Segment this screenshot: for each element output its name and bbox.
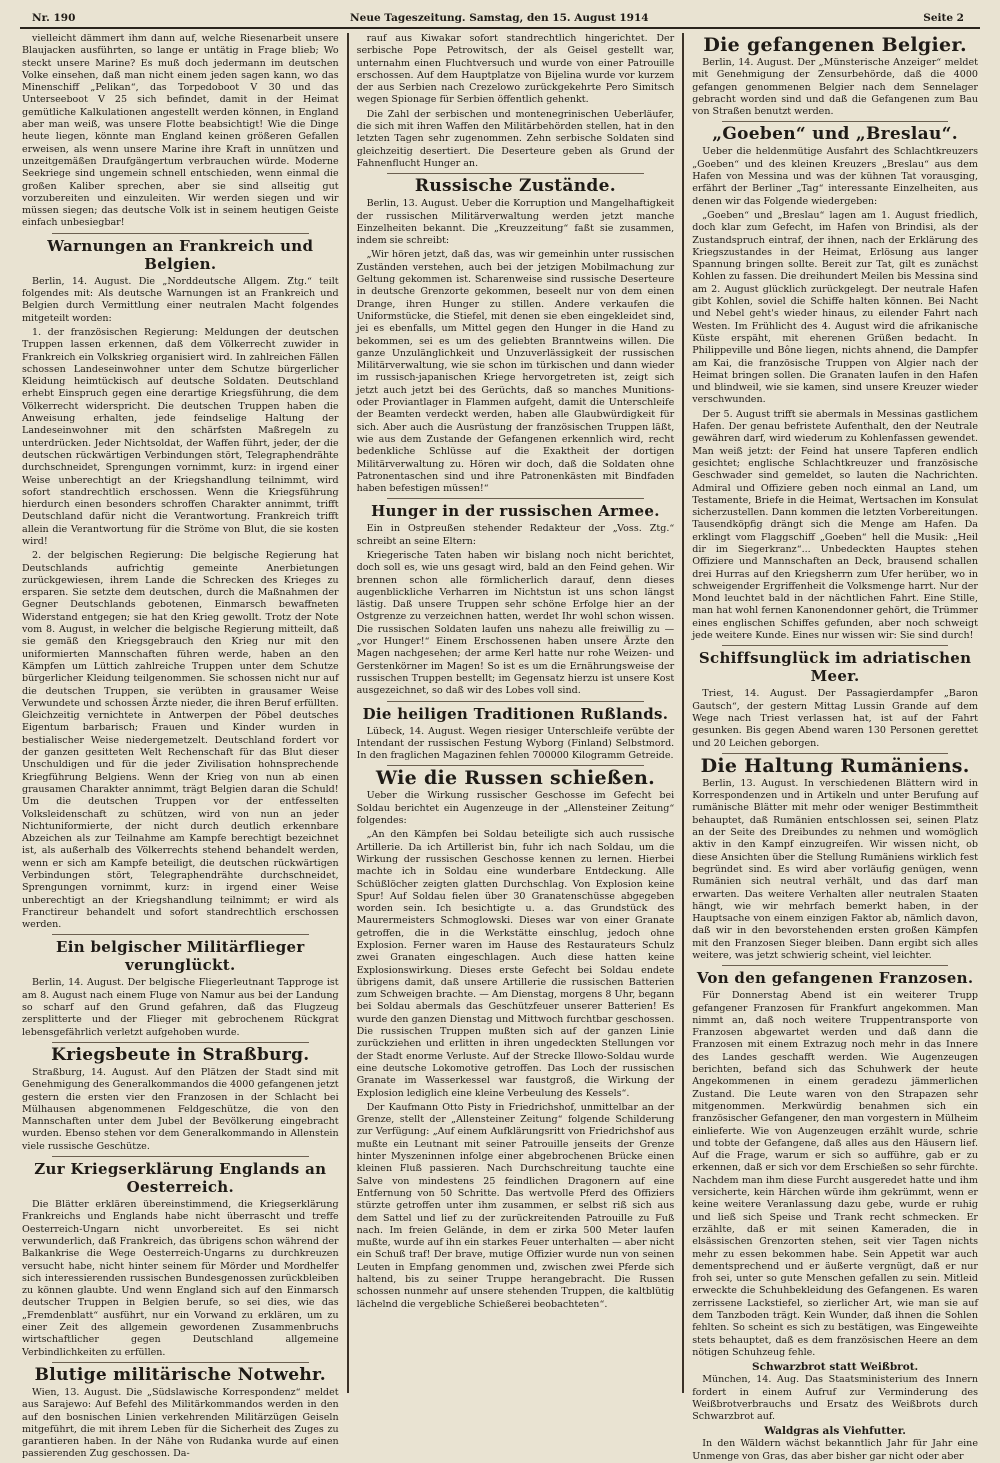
article-paragraph: Lübeck, 14. August. Wegen riesiger Unterschleife verübte der Intendant der russischen Festung Wyborg (Finland) Selbstmord. In den fraglichen Magazinen fehlen 700000 Kilogramm Getreide. — [356, 725, 675, 762]
headline: Hunger in der russischen Armee. — [371, 502, 660, 521]
article-paragraph: vielleicht dämmert ihm dann auf, welche Riesenarbeit unsere Blaujacken ausführten, so lange er untätig in Frage blieb; Wo steckt unsere Marine? Es muß doch jedermann im deutschen Volke einsehen, daß man nicht einem jeden sagen kann, wo das Minenschiff „Pelikan“, das Torpedoboot V 30 und das Unterseeboot V 25 sich befindet, damit in der Heimat gemütliche Kalkulationen angestellt werden können, in England aber man weiß, was unsere Flotte beabsichtigt! Wie die Dinge heute liegen, könnte man England keinen größeren Gefallen erweisen, als wenn unsere Marine ihre Kraft in unnützen und unzeitgemäßen Draufgängertum verbrauchen würde. Moderne Seekriege sind ungemein schnell entschieden, wenn einmal die großen Kaliber sprechen, aber sie sind allseitig gut vorzubereiten und einzuleiten. Wir werden siegen und wir müssen siegen; das deutsche Volk ist in seinem heutigen Geiste einfach unbesiegbar! — [22, 33, 339, 229]
column-2 — [349, 33, 683, 1393]
headline: Wie die Russen schießen. — [375, 767, 656, 790]
subheadline: Schwarzbrot statt Weißbrot. — [751, 1361, 919, 1374]
divider — [722, 121, 948, 122]
article-paragraph: In den Wäldern wächst bekanntlich Jahr für Jahr eine Unmenge von Gras, das aber bisher gar nicht oder aber — [692, 1438, 978, 1462]
article-paragraph: Ein in Ostpreußen stehender Redakteur der „Voss. Ztg.“ schreibt an seine Eltern: — [356, 523, 675, 547]
article-paragraph: Berlin, 13. August. In verschiedenen Blättern wird in Korrespondenzen und in Artikeln und unter Berufung auf rumänische Blätter mit mehr oder weniger Bestimmtheit behauptet, daß Rumänien entschlossen sei, seinen Platz an der Seite des Dreibundes zu nehmen und womöglich aktiv in den Kampf einzugreifen. Wir wissen nicht, ob diese Ansichten über die Stellung Rumäniens wirklich fest begründet sind. Es wird aber vorläufig genügen, wenn Rumänien sich neutral verhält, und das darf man erwarten. Das weitere Verhalten aller neutralen Staaten hängt, wie wir mehrfach bemerkt haben, in der Hauptsache von einem einzigen Faktor ab, nämlich davon, daß wir in den bevorstehenden ersten großen Kämpfen mit den Franzosen Sieger bleiben. Dann ergibt sich alles weitere, was jetzt schwierig scheint, viel leichter. — [692, 777, 978, 961]
divider — [722, 645, 948, 646]
headline: Warnungen an Frankreich und Belgien. — [47, 236, 314, 273]
headline: Die Haltung Rumäniens. — [700, 754, 970, 777]
headline: Russische Zustände. — [414, 176, 616, 197]
divider — [387, 173, 645, 174]
article-paragraph: Der 5. August trifft sie abermals in Messinas gastlichem Hafen. Der genau befristete Aufenthalt, den der Neutrale gewähren darf, wird wiederum zu Kohlenfassen gewendet. Man weiß jetzt: der Feind hat unsere Tapferen endlich gesichtet; englische Schlachtkreuzer und französische Geschwader sind gemeldet, so lauten die Nachrichten. Admiral und Offiziere geben noch einmal an Land, um Testamente, Briefe in die Heimat, Wertsachen im Konsulat sicherzustellen. Dann kommen die letzten Vorbereitungen. Tausendköpfig drängt sich die Menge am Hafen. Da erklingt vom Flaggschiff „Goeben“ hell die Musik: „Heil dir im Siegerkranz“... Unbedeckten Hauptes stehen Offiziere und Mannschaften an Deck, brausend schallen drei Hurras auf den Kriegsherrn zum Ufer herüber, wo in schweigender Ergriffenheit die Volksmenge harrt. Nur der Mond leuchtet bald in der nächtlichen Fahrt. Eine Stille, man hat wohl fernen Kanonendonner gehört, die Trümmer eines englischen Schiffes gefunden, aber noch schweigt jede weitere Kunde. Eines nur wissen wir: Sie sind durch! — [692, 408, 978, 642]
divider — [722, 753, 948, 754]
headline: „Goeben“ und „Breslau“. — [712, 124, 958, 145]
masthead-rule — [20, 27, 980, 29]
divider — [722, 965, 948, 966]
divider — [387, 765, 645, 766]
headline: Zur Kriegserklärung Englands an Oesterreich. — [34, 1160, 327, 1197]
article-paragraph: Der Kaufmann Otto Pisty in Friedrichshof, unmittelbar an der Grenze, stellt der „Allensteiner Zeitung“ folgende Schilderung zur Verfügung: „Auf einem Aufklärungsritt von Friedrichshof aus mußte ein Leutnant mit seiner Patrouille jenseits der Grenze hinter Myszeninnen infolge einer abgebrochenen Brücke einen kleinen Fluß passieren. Nach Durchschreitung tauchte eine Salve von mindestens 25 feindlichen Dragonern auf eine Entfernung von 50 Schritte. Das wertvolle Pferd des Offiziers stürzte getroffen unter ihm zusammen, er selbst riß sich aus dem Sattel und lief zu der zurückreitenden Patrouille zu Fuß nach. Im freien Gelände, in dem er zirka 500 Meter laufen mußte, wurde auf ihn ein starkes Feuer unterhalten — aber nicht ein Schuß traf! Der brave, mutige Offizier wurde nun von seinen Leuten in Empfang genommen und, zwischen zwei Pferde sich haltend, bis zu seiner Truppe herangebracht. Die Russen schossen nunmehr auf unsere stehenden Truppen, die kaltblütig lächelnd die vergebliche Schießerei beobachteten“. — [356, 1101, 675, 1310]
divider — [387, 498, 645, 499]
article-paragraph: Ueber die heldenmütige Ausfahrt des Schlachtkreuzers „Goeben“ und des kleinen Kreuzers „Breslau“ aus dem Hafen von Messina und was der kühnen Tat vorausging, erfährt der Berliner „Tag“ interessante Einzelheiten, aus denen wir das Folgende wiedergeben: — [692, 146, 978, 207]
headline: Blutige militärische Notwehr. — [34, 1364, 326, 1385]
divider — [52, 934, 309, 935]
newspaper-title-date: Neue Tageszeitung. Samstag, den 15. August 1914 — [350, 12, 649, 24]
article-paragraph: Berlin, 13. August. Ueber die Korruption und Mangelhaftigkeit der russischen Militärverwaltung werden jetzt manche Einzelheiten bekannt. Die „Kreuzzeitung“ faßt sie zusammen, indem sie schreibt: — [356, 198, 675, 247]
masthead — [14, 10, 986, 27]
article-paragraph: Kriegerische Taten haben wir bislang noch nicht berichtet, doch soll es, wie uns gesagt wird, bald an den Feind gehen. Wir brennen schon alle förmlicherlich darauf, denn dieses augenblickliche Verharren im Nichtstun ist uns schon längst lästig. Daß unsere Truppen sehr schöne Erfolge hier an der Ostgrenze zu verzeichnen hatten, werdet Ihr wohl schon wissen. Die russischen Soldaten laufen uns nahezu alle freiwillig zu — „vor Hunger!“ Einem Erschossenen haben unsere Ärzte den Magen nachgesehen; der arme Kerl hatte nur rohe Weizen- und Gerstenkörner im Magen! So ist es um die Ernährungsweise der russischen Truppen bestellt; im Gegensatz hierzu ist unsere Kost ausgezeichnet, so daß wir des Lobes voll sind. — [356, 549, 675, 697]
column-1 — [14, 33, 347, 1460]
divider — [387, 701, 645, 702]
divider — [52, 1156, 309, 1157]
article-paragraph: 1. der französischen Regierung: Meldungen der deutschen Truppen lassen erkennen, daß dem Völkerrecht zuwider in Frankreich ein Volkskrieg organisiert wird. In zahlreichen Fällen schossen Landeseinwohner unter dem Schutze bürgerlicher Kleidung heimtückisch auf deutsche Soldaten. Deutschland erhebt Einspruch gegen eine derartige Kriegsführung, die dem Völkerrecht widerspricht. Die deutschen Truppen haben die Anweisung erhalten, jede feindselige Haltung der Landeseinwohner mit den schärfsten Maßregeln zu unterdrücken. Jeder Nichtsoldat, der Waffen führt, jeder, der die deutschen rückwärtigen Verbindungen stört, Telegraphendrähte durchschneidet, Sprengungen vornimmt, kurz: in irgend einer Weise unberechtigt an der Kriegshandlung teilnimmt, wird sofort standrechtlich erschossen. Wenn die Kriegsführung hierdurch einen besonders schroffen Charakter annimmt, trifft Deutschland dafür nicht die Verantwortung. Frankreich trifft allein die Verantwortung für die Ströme von Blut, die sie kosten wird! — [22, 326, 339, 547]
article-paragraph: München, 14. Aug. Das Staatsministerium des Innern fordert in einem Aufruf zur Verminderung des Weißbrotverbrauchs und Ersatz des Weißbrots durch Schwarzbrot auf. — [692, 1374, 978, 1423]
article-paragraph: „An den Kämpfen bei Soldau beteiligte sich auch russische Artillerie. Da ich Artillerist bin, fuhr ich nach Soldau, um die Wirkung der russischen Geschosse kennen zu lernen. Hierbei machte ich in Soldau eine wunderbare Entdeckung. Alle Schüßlöcher zeigten glatten Durchschlag. Von Explosion keine Spur! Auf Soldau fielen über 30 Granatenschüsse abgegeben worden sein. Ich besichtigte u. a. das Grundstück des Maurermeisters Schmoglowski. Dieses war von einer Granate getroffen, die in die Werkstätte einschlug, jedoch ohne Explosion. Ferner waren im Hause des Restaurateurs Schulz zwei Granaten eingeschlagen. Auch diese hatten keine Explosionswirkung. Dieses erste Gefecht bei Soldau endete übrigens damit, daß unsere Artillerie die russischen Batterien zum Schweigen brachte. — Am Dienstag, morgens 8 Uhr, begann bei Soldau abermals das Geschützfeuer unserer Batterien! Es wurde den ganzen Dienstag und Mittwoch furchtbar geschossen. Die russischen Truppen mußten sich auf der ganzen Linie zurückziehen und erlitten in ihren ungedeckten Stellungen vor der Stadt enorme Verluste. Auf der Strecke Illowo-Soldau wurde eine deutsche Lokomotive getroffen. Das Loch der russischen Granate im Wasserkessel war faustgroß, die Wirkung der Explosion lediglich eine kleine Verbeulung des Kessels“. — [356, 829, 675, 1099]
page-number: Seite 2 — [923, 12, 964, 24]
headline: Schiffsunglück im adriatischen Meer. — [698, 649, 972, 686]
article-paragraph: Die Zahl der serbischen und montenegrinischen Ueberläufer, die sich mit ihren Waffen den Militärbehörden stellen, hat in den letzten Tagen sehr zugenommen. Zehn serbische Soldaten sind gleichzeitig desertiert. Die Deserteure geben als Grund der Fahnenflucht Hunger an. — [356, 108, 675, 169]
article-paragraph: Wien, 13. August. Die „Südslawische Korrespondenz“ meldet aus Sarajewo: Auf Befehl des Militärkommandos werden in den auf den bosnischen Linien verkehrenden Militärzügen Geiseln mitgeführt, die mit ihrem Leben für die Sicherheit des Zuges zu garantieren haben. In der Nähe von Rudanka wurde auf einen passierenden Zug geschossen. Da- — [22, 1386, 339, 1460]
article-paragraph: Straßburg, 14. August. Auf den Plätzen der Stadt sind mit Genehmigung des Generalkommandos die 4000 gefangenen jetzt gestern die ersten vier den Franzosen in der Schlacht bei Mülhausen abgenommenen Feldgeschütze, die von den Mannschaften unter dem Jubel der Bevölkerung eingebracht wurden. Ebenso stehen vor dem Generalkommando in Allenstein viele russische Geschütze. — [22, 1066, 339, 1152]
columns — [14, 33, 986, 1462]
article-paragraph: Für Donnerstag Abend ist ein weiterer Trupp gefangener Franzosen für Frankfurt angekommen. Man nimmt an, daß noch weitere Truppentransporte von Franzosen abgewartet werden und daß dann die Franzosen mit einem Extrazug noch mehr in das Innere des Landes geschafft werden. Wie Augenzeugen berichten, befand sich das Schuhwerk der heute Angekommenen in einem geradezu jämmerlichen Zustand. Die Leute waren von den Strapazen sehr mitgenommen. Merkwürdig benahmen sich ein französischer Gefangener, den man vorgestern in Mülheim einlieferte. Wie von Augenzeugen erzählt wurde, schrie und tobte der Gefangene, daß alles aus den Häusern lief. Auf die Frage, warum er sich so aufführe, gab er zu erkennen, daß er sich vor dem Erschießen so sehr fürchte. Nachdem man ihm diese Furcht ausgeredet hatte und ihm versicherte, kein Härchen würde ihm gekrümmt, wenn er keine weitere Veranlassung dazu gebe, wurde er ruhig und ließ sich Speise und Trank recht schmecken. Er erzählte, daß er mit seinen Kameraden, die in elsässischen Grenzorten stehen, seit vier Tagen nichts mehr zu essen bekommen habe. Sein Appetit war auch dementsprechend und er äußerte vergnügt, daß er nur froh sei, unter so gute Menschen gefallen zu sein. Mitleid erweckte die Schuhbekleidung des Gefangenen. Es waren zerrissene Lackstiefel, so zierlicher Art, wie man sie auf dem Tanzboden trägt. Kein Wunder, daß ihnen die Sohlen fehlten. So scheint es sich zu bestätigen, was Eingeweihte stets behauptet, daß es dem französischen Heere an dem nötigen Schuhzeug fehle. — [692, 990, 978, 1358]
headline: Kriegsbeute in Straßburg. — [51, 1044, 310, 1065]
article-paragraph: Berlin, 14. August. Der „Münsterische Anzeiger“ meldet mit Genehmigung der Zensurbehörde, daß die 4000 gefangen genommenen Belgier nach dem Sennelager gebracht worden sind und daß die Gefangenen zum Bau von Straßen benutzt werden. — [692, 57, 978, 118]
article-paragraph: rauf aus Kiwakar sofort standrechtlich hingerichtet. Der serbische Pope Petrowitsch, der als Geisel gestellt war, unternahm einen Fluchtversuch und wurde von einer Patrouille erschossen. Auf dem Hauptplatze von Bijelina wurde vor kurzem der aus Serbien nach Crezelowo zurückgekehrte Pero Simitsch wegen Spionage für Serbien öffentlich gehenkt. — [356, 33, 675, 106]
divider — [52, 1362, 309, 1363]
headline: Von den gefangenen Franzosen. — [696, 969, 974, 988]
divider — [52, 233, 309, 234]
article-paragraph: „Wir hören jetzt, daß das, was wir gemeinhin unter russischen Zuständen verstehen, auch bei der jetzigen Mobilmachung zur Geltung gekommen ist. Scharenweise sind russische Deserteure in deutsche Grenzorte gekommen, beseelt nur von dem einen Drange, ihren Hunger zu stillen. Andere verkaufen die Uniformstücke, die Stiefel, mit denen sie eben eingekleidet sind, jei es ebenfalls, um Mittel gegen den Hunger in die Hand zu bekommen, sei es um des geliebten Branntweins willen. Die ganze Unzulänglichkeit und Unzuverlässigkeit der russischen Militärverwaltung, wie sie schon im türkischen und dann wieder im russisch-japanischen Kriege hervorgetreten ist, zeigt sich jetzt auch jetzt bei des Gerüchts, daß so manches Munitions- oder Proviantlager in Flammen aufgeht, damit die Unterschleife der Beamten verdeckt werden, haben alle Glaubwürdigkeit für sich. Aber auch die Ausrüstung der französischen Truppen läßt, wie aus dem Zustande der Gefangenen erkennlich wird, recht bedenkliche Schlüsse auf die Exaktheit der dortigen Militärverwaltung zu. Hören wir doch, daß die Soldaten ohne Patronentaschen sind und ihre Patronenkästen mit Bindfaden haben befestigen müssen!“ — [356, 249, 675, 495]
article-paragraph: „Goeben“ und „Breslau“ lagen am 1. August friedlich, doch klar zum Gefecht, im Hafen von Brindisi, als der Zustandspruch eintraf, der ihnen, nach der Erklärung des Kriegszustandes in der Heimat, Erlösung aus langer Spannung bringen sollte. Bereit zur Tat, gilt es zunächst Kohlen zu fassen. Die dreihundert Meilen bis Messina sind am 2. August glücklich zurückgelegt. Der neutrale Hafen gibt Kohlen, soviel die Schiffe halten können. Bei Nacht und Nebel geht's wieder hinaus, zu eilender Fahrt nach Westen. Im Frühlicht des 4. August wird die afrikanische Küste erspäht, mit eherenen Grüßen bedacht. In Philippeville und Bône liegen, nichts ahnend, die Dampfer am Kai, die französische Truppen von Algier nach der Heimat bringen sollen. Die Granaten laufen in den Hafen und blindweil, wie sie kamen, sind unsere Kreuzer wieder verschwunden. — [692, 209, 978, 406]
issue-number: Nr. 190 — [32, 12, 76, 24]
divider — [52, 1042, 309, 1043]
article-paragraph: Ueber die Wirkung russischer Geschosse im Gefecht bei Soldau berichtet ein Augenzeuge in der „Allensteiner Zeitung“ folgendes: — [356, 790, 675, 827]
column-3 — [684, 33, 986, 1462]
headline: Die gefangenen Belgier. — [703, 34, 967, 56]
article-paragraph: 2. der belgischen Regierung: Die belgische Regierung hat Deutschlands aufrichtig gemeinte Anerbietungen zurückgewiesen, ihrem Lande die Schrecken des Krieges zu ersparen. Sie setzte dem deutschen, durch die Maßnahmen der Gegner Deutschlands gebotenen, Einmarsch bewaffneten Widerstand entgegen; sie hat den Krieg gewollt. Trotz der Note vom 8. August, in welcher die belgische Regierung mitteilt, daß sie gemäß den Kriegsgebrauch den Krieg nur mit den uniformierten Mannschaften führen werde, haben an den Kämpfen um Lüttich zahlreiche Truppen unter dem Schutze bürgerlicher Kleidung teilgenommen. Sie schossen nicht nur auf die deutschen Truppen, sie verübten in grausamer Weise Verwundete und schossen Ärzte nieder, die ihren Beruf erfüllten. Gleichzeitig vernichtete in Antwerpen der Pöbel deutsches Eigentum barbarisch; Frauen und Kinder wurden in bestialischer Weise niedergemetzelt. Deutschland fordert vor der ganzen gesitteten Welt Rechenschaft für das Blut dieser Unschuldigen und für die jeder Zivilisation hohnsprechende Kriegführung Belgiens. Wenn der Krieg von nun ab einen grausamen Charakter annimmt, trägt Belgien daran die Schuld! Um die deutschen Truppen vor der entfesselten Volksleidenschaft zu schützen, wird von nun an jeder Nichtuniformierte, der nicht durch deutlich erkennbare Abzeichen als zur Teilnahme am Kampfe berechtigt bezeichnet ist, als außerhalb des Völkerrechts stehend behandelt werden, wenn er sich am Kampfe beteiligt, die deutschen rückwärtigen Verbindungen stört, Telegraphendrähte durchschneidet, Sprengungen vornimmt, kurz: in irgend einer Weise unberechtigt an der Kriegshandlung teilnimmt; er wird als Franctireur behandelt und sofort standrechtlich erschossen werden. — [22, 550, 339, 931]
subheadline: Waldgras als Viehfutter. — [764, 1425, 906, 1438]
article-paragraph: Die Blätter erklären übereinstimmend, die Kriegserklärung Frankreichs und Englands habe nicht überrascht und treffe Oesterreich-Ungarn nicht unvorbereitet. Es sei nicht verwunderlich, daß Frankreich, das übrigens schon während der Balkankrise die Wege Oesterreich-Ungarns zu durchkreuzen versucht habe, nicht hinter seinem für Mörder und Mordhelfer sich interessierenden russischen Bundesgenossen zurückbleiben zu können glaubte. Und wenn England sich auf den Einmarsch deutscher Truppen in Belgien berufe, so sei dies, wie das „Fremdenblatt“ ausführt, nur ein Vorwand zu erklären, um zu einer Zeit des allgemein gewordenen Zusammenbruchs wirtschaftlicher gegen Deutschland allgemeine Verbindlichkeiten zu erfüllen. — [22, 1199, 339, 1358]
headline: Die heiligen Traditionen Rußlands. — [362, 704, 669, 723]
headline: Ein belgischer Militärflieger verunglückt. — [56, 938, 305, 975]
article-paragraph: Berlin, 14. August. Die „Norddeutsche Allgem. Ztg.“ teilt folgendes mit: Als deutsche Warnungen ist an Frankreich und Belgien durch Vermittlung einer neutralen Macht folgendes mitgeteilt worden: — [22, 275, 339, 324]
article-paragraph: Triest, 14. August. Der Passagierdampfer „Baron Gautsch“, der gestern Mittag Lussin Grande auf dem Wege nach Triest verlassen hat, ist auf der Fahrt gesunken. Bis gegen Abend waren 130 Personen gerettet und 20 Leichen geborgen. — [692, 688, 978, 749]
article-paragraph: Berlin, 14. August. Der belgische Fliegerleutnant Tapproge ist am 8. August nach einem Fluge von Namur aus bei der Landung so scharf auf den Grund gefahren, daß das Flugzeug zersplitterte und der Flieger mit gebrochenem Rückgrat lebensgefährlich verletzt aufgehoben wurde. — [22, 977, 339, 1038]
